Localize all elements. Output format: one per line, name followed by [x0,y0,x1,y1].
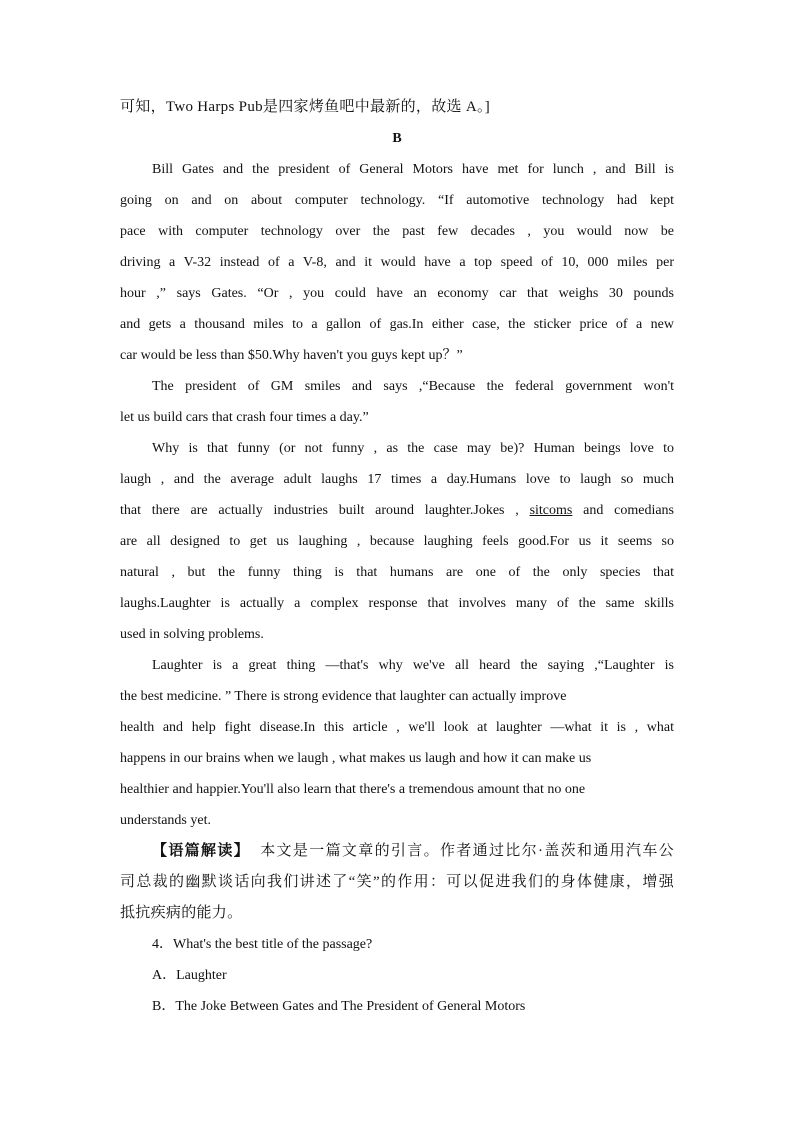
text-line: let us build cars that crash four times a day.” [120,410,369,425]
text-line: The president of GM smiles and says ,“Because the federal government won't [152,379,674,394]
text-line: used in solving problems. [120,627,264,642]
text-line: understands yet. [120,813,211,828]
question-4 [120,929,674,1022]
text-segment: and comedians [583,503,675,518]
text-line: are all designed to get us laughing , because laughing feels good.For us it seems so [120,534,674,549]
text-line: going on and on about computer technology. “If automotive technology had kept [120,193,674,208]
text-line: 抵抗疾病的能力。 [120,905,243,921]
text-segment: 本文是一篇文章的引言。作者通过比尔·盖茨和通用汽车公 [260,843,674,859]
section-heading: B [392,131,402,146]
text-line: healthier and happier.You'll also learn that there's a tremendous amount that no one [120,782,586,797]
text-line: natural , but the funny thing is that humans are one of the only species that [120,565,674,580]
text-line [120,836,674,867]
text-line: driving a V-32 instead of a V-8, and it would have a top speed of 10, 000 miles per [120,255,674,270]
text-line: happens in our brains when we laugh , what makes us laugh and how it can make us [120,751,592,766]
paragraph-3 [120,433,674,650]
text-line: laugh , and the average adult laughs 17 times a day.Humans love to laugh so much [120,472,674,487]
paragraph-1 [120,154,674,371]
option-a: A．Laughter [152,968,227,983]
text-segment: that there are actually industries built around laughter.Jokes , [120,503,519,518]
text-line: laughs.Laughter is actually a complex response that involves many of the same skills [120,596,674,611]
previous-answer-explanation: 可知，Two Harps Pub是四家烤鱼吧中最新的，故选 A。] [120,99,491,115]
text-line: Why is that funny (or not funny , as the case may be)? Human beings love to [152,441,674,456]
text-line [120,495,674,526]
text-line: Bill Gates and the president of General Motors have met for lunch , and Bill is [152,162,674,177]
document-body [120,92,674,1022]
text-line: Laughter is a great thing —that's why we've all heard the saying ,“Laughter is [152,658,674,673]
text-line: and gets a thousand miles to a gallon of gas.In either case, the sticker price of a new [120,317,674,332]
question-text: 4．What's the best title of the passage? [152,937,373,952]
text-line: the best medicine. ” There is strong evidence that laughter can actually improve [120,689,567,704]
paragraph-4 [120,650,674,836]
text-line: car would be less than $50.Why haven't you guys kept up？” [120,348,463,363]
passage-analysis [120,836,674,929]
paragraph-2 [120,371,674,433]
underlined-word-sitcoms: sitcoms [529,503,573,518]
text-line: hour ,” says Gates. “Or , you could have an economy car that weighs 30 pounds [120,286,674,301]
text-line: pace with computer technology over the past few decades , you would now be [120,224,674,239]
analysis-label: 【语篇解读】 [152,843,251,859]
option-b: B．The Joke Between Gates and The President of General Motors [152,999,526,1014]
text-line: 司总裁的幽默谈话向我们讲述了“笑”的作用：可以促进我们的身体健康，增强 [120,874,674,890]
text-line: health and help fight disease.In this article , we'll look at laughter —what it is , what [120,720,674,735]
